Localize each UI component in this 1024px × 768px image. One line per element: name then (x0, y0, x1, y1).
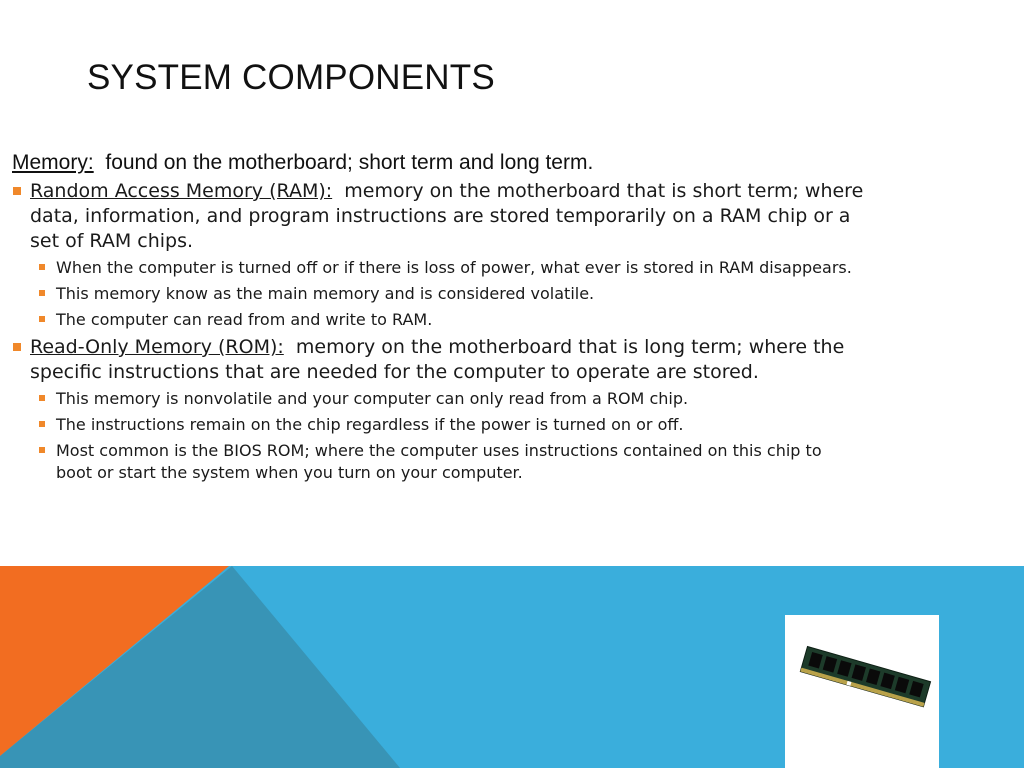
bullet-marker (39, 421, 45, 427)
bullet-rom (12, 335, 872, 385)
bullet-ram (12, 179, 872, 254)
ram-module-photo (785, 615, 939, 768)
ram-subitem-text: When the computer is turned off or if there is loss of power, what ever is stored in RAM disappears. (56, 258, 852, 277)
rom-section (12, 335, 872, 484)
bullet-marker (39, 316, 45, 322)
memory-heading (12, 150, 872, 176)
bullet-marker (39, 395, 45, 401)
ram-subitems (12, 257, 872, 331)
ram-subitem-text: This memory know as the main memory and is considered volatile. (56, 284, 595, 303)
rom-subitem (12, 414, 856, 436)
ram-term: Random Access Memory (RAM): (30, 180, 333, 202)
rom-subitem-text: This memory is nonvolatile and your computer can only read from a ROM chip. (56, 389, 689, 408)
ram-section (12, 179, 872, 331)
rom-term: Read-Only Memory (ROM): (30, 336, 284, 358)
memory-heading-text: found on the motherboard; short term and long term. (105, 151, 594, 174)
ram-subitem (12, 309, 856, 331)
ram-description: memory on the motherboard that is short term; where data, information, and program instructions are stored temporarily on a RAM chip or a set of RAM chips. (30, 180, 864, 252)
slide-title: SYSTEM COMPONENTS (87, 58, 495, 97)
ram-subitem (12, 257, 856, 279)
bullet-marker (13, 343, 21, 351)
slide-content (12, 150, 872, 488)
rom-subitems (12, 388, 872, 484)
bullet-marker (39, 290, 45, 296)
rom-subitem-text: Most common is the BIOS ROM; where the computer uses instructions contained on this chip to boot or start the system when you turn on your computer. (56, 441, 822, 482)
ram-subitem-text: The computer can read from and write to RAM. (56, 310, 433, 329)
ram-subitem (12, 283, 856, 305)
ram-module-icon (785, 615, 939, 768)
memory-heading-term: Memory: (12, 151, 94, 174)
bullet-marker (13, 187, 21, 195)
bullet-marker (39, 264, 45, 270)
rom-description: memory on the motherboard that is long term; where the specific instructions that are needed for the computer to operate are stored. (30, 336, 845, 383)
bullet-marker (39, 447, 45, 453)
rom-subitem (12, 388, 856, 410)
rom-subitem (12, 440, 856, 484)
rom-subitem-text: The instructions remain on the chip regardless if the power is turned on or off. (56, 415, 684, 434)
